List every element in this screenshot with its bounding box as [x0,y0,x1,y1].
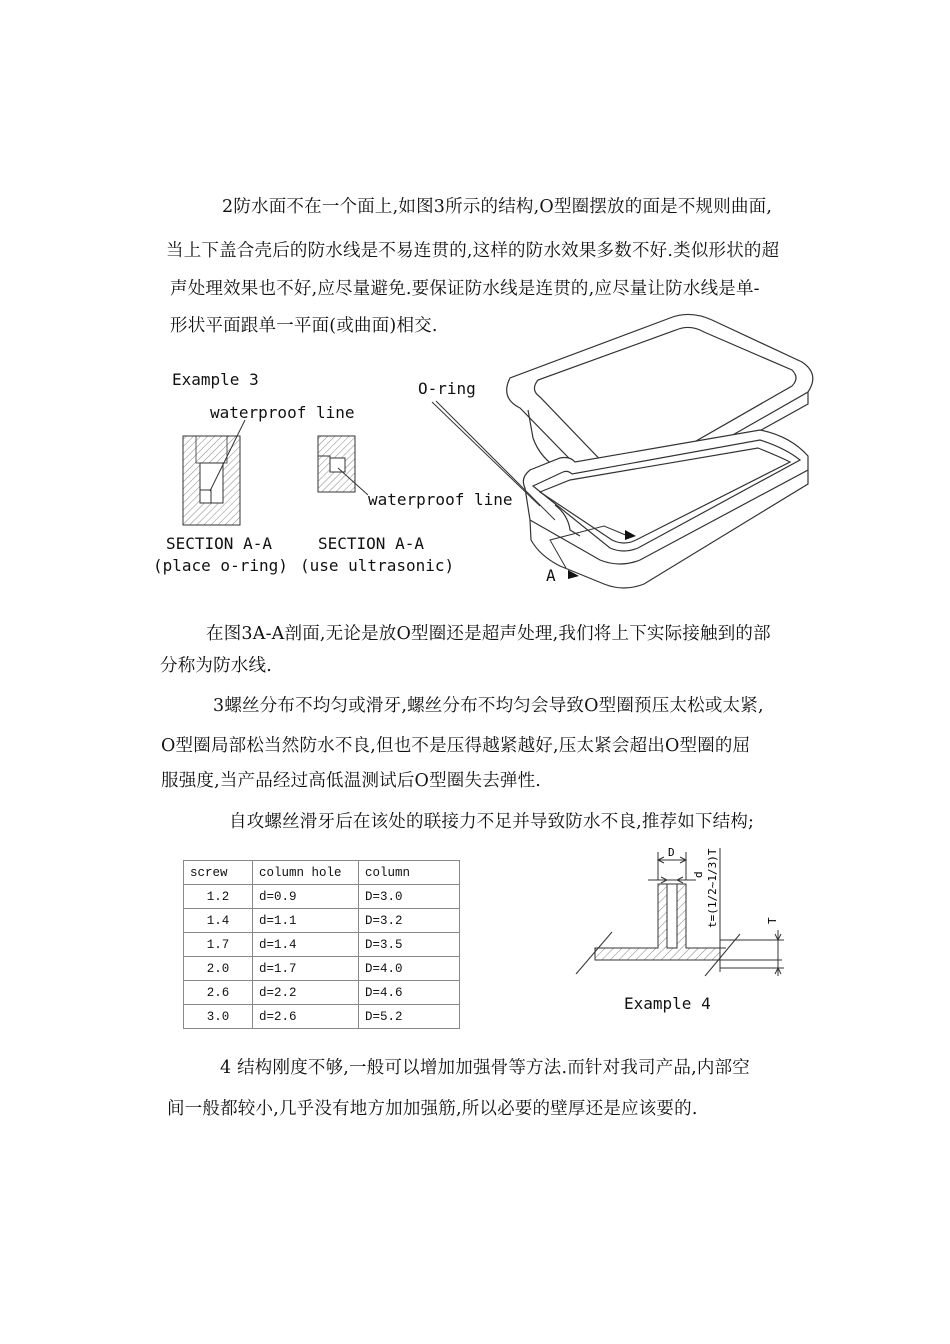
para1-line3: 声处理效果也不好,应尽量避免.要保证防水线是连贯的,应尽量让防水线是单- [170,279,760,299]
table-cell: d=0.9 [253,885,359,909]
table-cell: D=3.5 [359,933,460,957]
table-cell: D=3.0 [359,885,460,909]
dim-thickness-label: T [766,917,779,924]
oring-label: O-ring [418,379,476,398]
para2-line1: 在图3A-A剖面,无论是放O型圈还是超声处理,我们将上下实际接触到的部 [206,624,771,644]
table-cell: d=2.2 [253,981,359,1005]
table-header-cell: column hole [253,861,359,885]
para5-line2: 间一般都较小,几乎没有地方加加强筋,所以必要的壁厚还是应该要的. [167,1099,698,1119]
table-cell: d=1.7 [253,957,359,981]
table-header-cell: column [359,861,460,885]
para4-line1: 自攻螺丝滑牙后在该处的联接力不足并导致防水不良,推荐如下结构; [229,812,755,832]
table-cell: d=2.6 [253,1005,359,1029]
table-cell: 3.0 [184,1005,253,1029]
para1-line2: 当上下盖合壳后的防水线是不易连贯的,这样的防水效果多数不好.类似形状的超 [166,241,780,261]
section-marker-a-bottom: A [546,566,556,585]
para1-line4: 形状平面跟单一平面(或曲面)相交. [170,316,438,336]
table-cell: D=4.0 [359,957,460,981]
section-left-label: SECTION A-A [166,534,272,553]
table-cell: D=3.2 [359,909,460,933]
table-cell: D=5.2 [359,1005,460,1029]
section-right-label: SECTION A-A [318,534,424,553]
table-cell: d=1.1 [253,909,359,933]
para1-line1: 2防水面不在一个面上,如图3所示的结构,O型圈摆放的面是不规则曲面, [222,197,773,217]
para3-line1: 3螺丝分布不均匀或滑牙,螺丝分布不均匀会导致O型圈预压太松或太紧, [213,696,764,716]
example3-title: Example 3 [172,370,259,389]
table-cell: 2.6 [184,981,253,1005]
para5-line1: 4 结构刚度不够,一般可以增加加强骨等方法.而针对我司产品,内部空 [220,1058,750,1078]
dim-d-lower-label: d [692,871,705,878]
table-cell: 1.2 [184,885,253,909]
para3-line2: O型圈局部松当然防水不良,但也不是压得越紧越好,压太紧会超出O型圈的屈 [161,736,751,756]
para2-line2: 分称为防水线. [160,656,272,676]
table-cell: 1.7 [184,933,253,957]
table-cell: 1.4 [184,909,253,933]
table-cell: 2.0 [184,957,253,981]
dim-t-label: t=(1/2~1/3)T [706,848,719,928]
table-cell: d=1.4 [253,933,359,957]
para3-line3: 服强度,当产品经过高低温测试后O型圈失去弹性. [161,771,542,791]
section-right-sub: (use ultrasonic) [300,556,455,575]
section-left-sub: (place o-ring) [153,556,288,575]
example4-title: Example 4 [624,994,711,1013]
waterproof-line-label-top: waterproof line [210,403,355,422]
table-header-cell: screw [184,861,253,885]
waterproof-line-label-mid: waterproof line [368,490,513,509]
table-cell: D=4.6 [359,981,460,1005]
dim-d-upper-label: D [668,846,675,859]
